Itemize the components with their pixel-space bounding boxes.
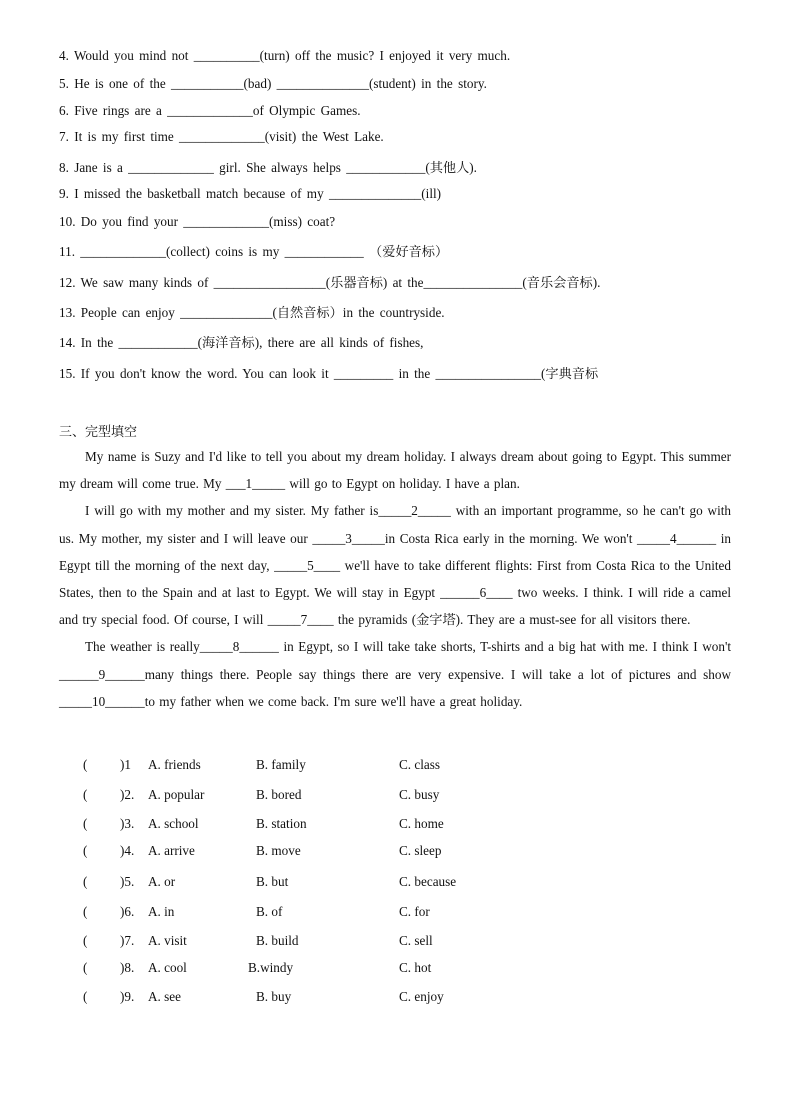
- passage-paragraph-3: The weather is really_____8______ in Egypt, so I will take take shorts, T-shirts and a big hat with me. I think I won't ______9______many things there. People say things there are very expensive. I will take a lot of pictures and show _____10______to my father when we come back. I'm sure we'll have a great holiday.: [59, 639, 731, 709]
- option-a: A. cool: [148, 960, 187, 975]
- option-a: A. or: [148, 874, 176, 889]
- passage-paragraph-1: My name is Suzy and I'd like to tell you about my dream holiday. I always dream about going to Egypt. This summer my dream will come true. My ___1_____ will go to Egypt on holiday. I have a plan.: [59, 449, 731, 492]
- fill-in-item-13: 13. People can enjoy ______________(自然音标）in the countryside.: [59, 305, 445, 320]
- answer-bracket: (: [83, 933, 88, 948]
- option-c: C. busy: [399, 787, 440, 802]
- option-c: C. sell: [399, 933, 433, 948]
- option-c: C. home: [399, 816, 444, 831]
- option-b: B. move: [256, 843, 301, 858]
- question-number: )2.: [120, 787, 135, 802]
- answer-bracket: (: [83, 843, 88, 858]
- answer-bracket: (: [83, 989, 88, 1004]
- option-a: A. see: [148, 989, 181, 1004]
- option-c: C. class: [399, 757, 441, 772]
- question-number: )9.: [120, 989, 135, 1004]
- section-title: 三、完型填空: [59, 425, 138, 440]
- option-a: A. visit: [148, 933, 187, 948]
- option-b: B. buy: [256, 989, 292, 1004]
- answer-bracket: (: [83, 757, 88, 772]
- answer-bracket: (: [83, 960, 88, 975]
- option-a: A. school: [148, 816, 199, 831]
- fill-in-item-4: 4. Would you mind not __________(turn) off the music? I enjoyed it very much.: [59, 48, 511, 63]
- option-a: A. popular: [148, 787, 205, 802]
- question-number: )7.: [120, 933, 135, 948]
- fill-in-item-9: 9. I missed the basketball match because of my ______________(ill): [59, 186, 442, 201]
- passage-paragraph-2: I will go with my mother and my sister. My father is_____2_____ with an important programme, so he can't go with us. My mother, my sister and I will leave our _____3_____in Costa Rica early in the morning. We won't _____4______ in Egypt till the morning of the next day, _____5____ we'll have to take different flights: First from Costa Rica to the United States, then to the Spain and at last to Egypt. We will stay in Egypt ______6____ two weeks. I think. I will ride a camel and try special food. Of course, I will _____7____ the pyramids (金字塔). They are a must-see for all visitors there.: [59, 503, 731, 628]
- option-a: A. arrive: [148, 843, 195, 858]
- answer-bracket: (: [83, 787, 88, 802]
- option-b: B. but: [256, 874, 289, 889]
- fill-in-item-8: 8. Jane is a _____________ girl. She always helps ____________(其他人).: [59, 160, 477, 175]
- option-a: A. friends: [148, 757, 201, 772]
- cloze-passage: [59, 443, 731, 715]
- question-number: )3.: [120, 816, 135, 831]
- fill-in-item-7: 7. It is my first time _____________(visit) the West Lake.: [59, 129, 384, 144]
- option-b: B. of: [256, 904, 283, 919]
- question-number: )4.: [120, 843, 135, 858]
- answer-bracket: (: [83, 874, 88, 889]
- option-b: B. build: [256, 933, 299, 948]
- fill-in-item-10: 10. Do you find your _____________(miss) coat?: [59, 214, 336, 229]
- option-c: C. because: [399, 874, 457, 889]
- question-number: )8.: [120, 960, 135, 975]
- fill-in-item-15: 15. If you don't know the word. You can look it _________ in the ________________(字典音标: [59, 366, 599, 381]
- option-a: A. in: [148, 904, 175, 919]
- option-c: C. sleep: [399, 843, 442, 858]
- fill-in-item-14: 14. In the ____________(海洋音标), there are all kinds of fishes,: [59, 335, 424, 350]
- question-number: )6.: [120, 904, 135, 919]
- option-c: C. enjoy: [399, 989, 444, 1004]
- option-b: B.windy: [248, 960, 294, 975]
- option-c: C. for: [399, 904, 430, 919]
- option-c: C. hot: [399, 960, 432, 975]
- fill-in-item-6: 6. Five rings are a _____________of Olympic Games.: [59, 103, 361, 118]
- option-b: B. bored: [256, 787, 302, 802]
- fill-in-item-5: 5. He is one of the ___________(bad) ______________(student) in the story.: [59, 76, 487, 91]
- option-b: B. station: [256, 816, 307, 831]
- fill-in-item-11: 11. _____________(collect) coins is my ____________ （爱好音标）: [59, 244, 449, 259]
- answer-bracket: (: [83, 816, 88, 831]
- option-b: B. family: [256, 757, 306, 772]
- question-number: )1: [120, 757, 131, 772]
- fill-in-item-12: 12. We saw many kinds of _________________(乐器音标) at the_______________(音乐会音标).: [59, 275, 601, 290]
- question-number: )5.: [120, 874, 135, 889]
- answer-bracket: (: [83, 904, 88, 919]
